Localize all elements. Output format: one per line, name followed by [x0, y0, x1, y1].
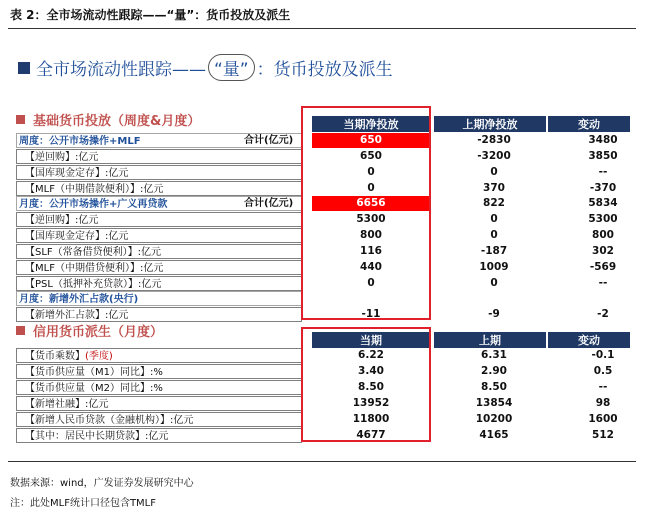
s2-header-change: 变动 [548, 332, 630, 348]
row-change: -- [598, 166, 608, 178]
row-previous: 1009 [479, 261, 509, 273]
row-previous: 0 [490, 277, 498, 289]
row-change: -- [598, 381, 608, 393]
row-current: 0 [367, 166, 375, 178]
heading-before: 全市场流动性跟踪—— [36, 60, 206, 80]
monthly-current: 6656 [312, 196, 430, 211]
source-note: 数据来源：wind，广发证券发展研究中心 [10, 478, 194, 489]
row-label: 【MLF（中期借贷便利）】:亿元 [16, 260, 302, 275]
row-change: 512 [592, 429, 614, 441]
weekly-group-label: 周度：公开市场操作+MLF [16, 133, 302, 148]
monthly-previous: 822 [483, 197, 505, 209]
row-current: 0 [367, 277, 375, 289]
footer-divider [8, 461, 636, 462]
row-previous: 0 [490, 213, 498, 225]
row-label: 【新增人民币贷款（金融机构）】:亿元 [16, 412, 302, 427]
weekly-sum-label: 合计(亿元) [244, 135, 294, 146]
row-current: 0 [367, 182, 375, 194]
row-current: 8.50 [358, 381, 384, 393]
heading-circled-term: “量” [208, 54, 255, 81]
row-current: 3.40 [358, 365, 384, 377]
row-label-qualifier: (季度) [85, 351, 113, 362]
s1-header-current: 当期净投放 [312, 116, 430, 132]
row-label: 【新增外汇占款】:亿元 [16, 307, 302, 322]
s1-header-change: 变动 [548, 116, 630, 132]
row-label: 【逆回购】:亿元 [16, 212, 302, 227]
section2-square-icon [16, 326, 25, 335]
weekly-current: 650 [312, 133, 430, 148]
row-label: 【新增社融】:亿元 [16, 396, 302, 411]
row-previous: 2.90 [481, 365, 507, 377]
row-current: 13952 [352, 397, 390, 409]
monthly-group-label: 月度：公开市场操作+广义再贷款 [16, 196, 302, 211]
row-current: 440 [360, 261, 382, 273]
section1-title [16, 110, 200, 129]
section2-title-text: 信用货币派生（月度） [33, 325, 164, 340]
row-change: -370 [589, 182, 617, 194]
row-previous: 6.31 [481, 349, 507, 361]
table-caption: 表 2：全市场流动性跟踪——“量”：货币投放及派生 [10, 8, 291, 22]
row-current: 800 [360, 229, 382, 241]
credit-current-highlight-box [301, 327, 431, 442]
row-previous: 0 [490, 229, 498, 241]
row-label: 【货币供应量（M2）同比】:% [16, 380, 302, 395]
row-label: 【SLF（常备借贷便利）】:亿元 [16, 244, 302, 259]
row-label: 【国库现金定存】:亿元 [16, 228, 302, 243]
row-current: 5300 [356, 213, 386, 225]
row-previous: 370 [483, 182, 505, 194]
page-heading [18, 54, 393, 81]
row-label: 【PSL（抵押补充贷款）】:亿元 [16, 276, 302, 291]
section2-title [16, 321, 163, 340]
s1-header-previous: 上期净投放 [434, 116, 546, 132]
row-label-text: 【货币乘数】 [25, 351, 85, 362]
row-label: 【国库现金定存】:亿元 [16, 165, 302, 180]
weekly-change: 3480 [588, 134, 618, 146]
row-change: 302 [592, 245, 614, 257]
row-current: -11 [361, 308, 381, 320]
row-label: 【MLF（中期借款便利）】:亿元 [16, 181, 302, 196]
section1-title-text: 基础货币投放（周度&月度） [33, 114, 201, 129]
row-current: 650 [360, 150, 382, 162]
row-current: 6.22 [358, 349, 384, 361]
row-current: 116 [360, 245, 382, 257]
monthly-sum-label: 合计(亿元) [244, 198, 294, 209]
row-change: 5300 [588, 213, 618, 225]
s2-header-current: 当期 [312, 332, 430, 348]
current-column-highlight-box [301, 106, 431, 320]
row-change: -- [598, 277, 608, 289]
row-change: -569 [589, 261, 617, 273]
weekly-previous: -2830 [477, 134, 511, 146]
caption-divider [8, 28, 636, 29]
row-previous: -187 [480, 245, 508, 257]
row-label: 【货币供应量（M1）同比】:% [16, 364, 302, 379]
row-previous: 4165 [479, 429, 509, 441]
row-previous: 10200 [475, 413, 513, 425]
row-change: -0.1 [591, 349, 615, 361]
row-change: 98 [595, 397, 611, 409]
row-previous: -3200 [477, 150, 511, 162]
fx-group-label: 月度：新增外汇占款(央行) [16, 291, 302, 306]
row-label: 【其中：居民中长期贷款】:亿元 [16, 428, 302, 443]
heading-after: ：货币投放及派生 [256, 60, 393, 80]
s2-header-previous: 上期 [434, 332, 546, 348]
monthly-change: 5834 [588, 197, 618, 209]
row-current: 11800 [352, 413, 390, 425]
row-label: 【逆回购】:亿元 [16, 149, 302, 164]
row-previous: 13854 [475, 397, 513, 409]
row-previous: -9 [488, 308, 500, 320]
row-change: 3850 [588, 150, 618, 162]
heading-square-icon [18, 62, 30, 74]
row-current: 4677 [356, 429, 386, 441]
row-change: 800 [592, 229, 614, 241]
row-previous: 0 [490, 166, 498, 178]
mlf-note: 注：此处MLF统计口径包含TMLF [10, 498, 157, 509]
row-label [16, 348, 302, 363]
heading-text [36, 54, 393, 81]
row-change: -2 [597, 308, 609, 320]
row-previous: 8.50 [481, 381, 507, 393]
row-change: 0.5 [593, 365, 613, 377]
row-change: 1600 [588, 413, 618, 425]
section1-square-icon [16, 115, 25, 124]
